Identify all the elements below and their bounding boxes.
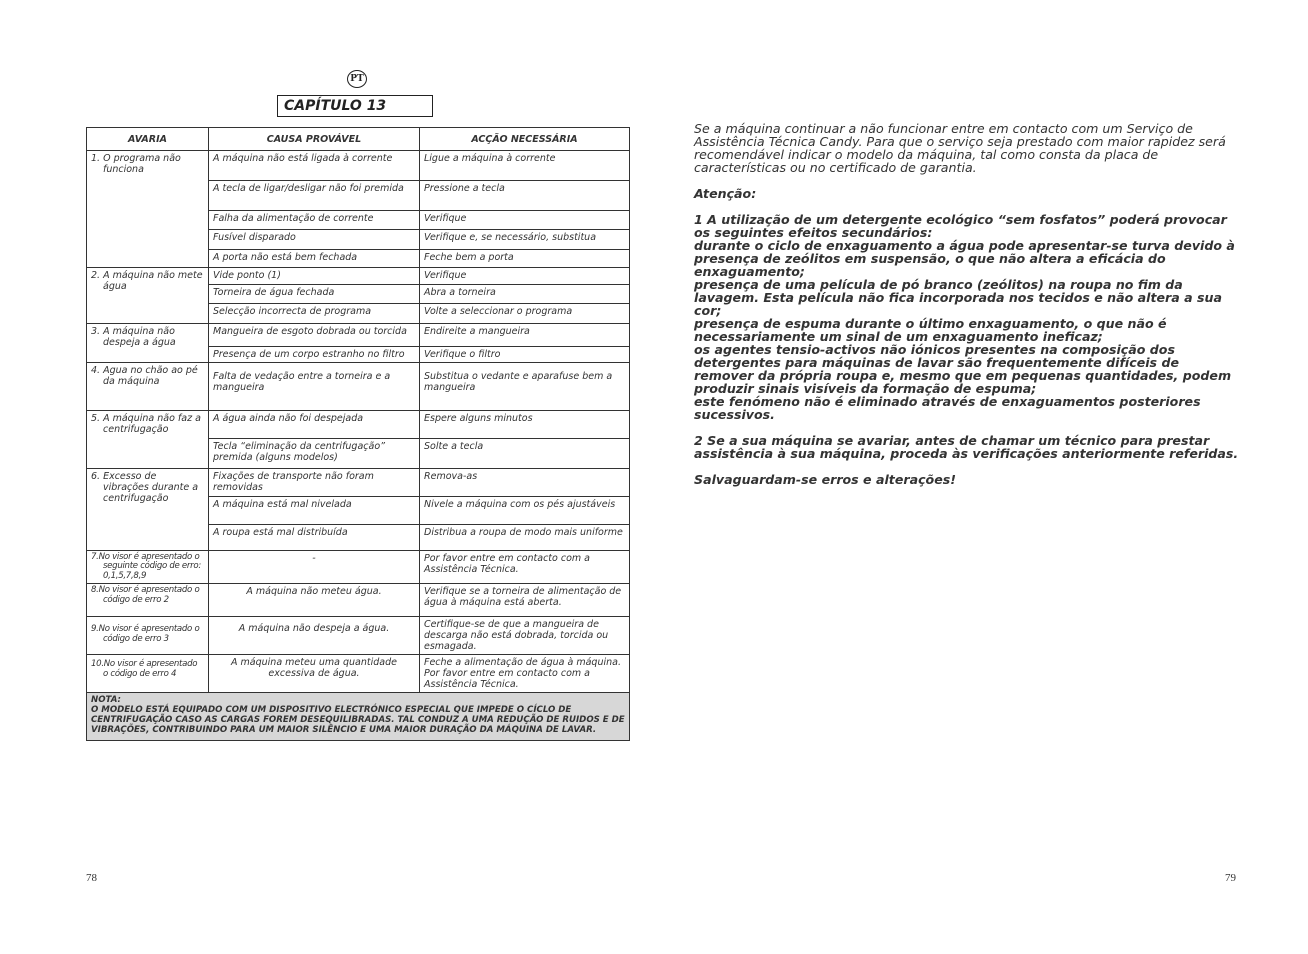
fault-text: 7.No visor é apresentado o seguinte código de erro: 0,1,5,7,8,9	[91, 552, 201, 581]
cause-cell: A máquina não está ligada à corrente	[209, 151, 420, 181]
fault-text: 3. A máquina não despeja a água	[91, 326, 176, 348]
fault-cell	[87, 324, 209, 363]
chapter-title: CAPÍTULO 13	[277, 95, 433, 117]
table-row	[87, 411, 630, 439]
table-row	[87, 584, 630, 617]
action-cell: Nivele a máquina com os pés ajustáveis	[420, 497, 630, 525]
fault-text: 8.No visor é apresentado o código de erro 2	[91, 585, 200, 605]
action-cell: Abra a torneira	[420, 285, 630, 304]
action-cell: Volte a seleccionar o programa	[420, 304, 630, 324]
page-number-right: 79	[1225, 872, 1236, 884]
fault-cell	[87, 268, 209, 324]
cause-cell: A máquina não despeja a água.	[209, 617, 420, 655]
point-1-effect-c: presença de espuma durante o último enxaguamento, o que não é necessariamente um sinal de um enxaguamento ineficaz;	[694, 316, 1167, 344]
table-row	[87, 363, 630, 411]
action-cell: Verifique se a torneira de alimentação de água à máquina está aberta.	[420, 584, 630, 617]
fault-text: 10.No visor é apresentado o código de erro 4	[91, 659, 198, 679]
attention-heading: Atenção:	[694, 186, 757, 201]
action-cell: Verifique e, se necessário, substitua	[420, 230, 630, 250]
fault-cell	[87, 655, 209, 693]
point-2-paragraph: 2 Se a sua máquina se avariar, antes de chamar um técnico para prestar assistência à sua máquina, proceda às verificações anteriormente referidas.	[694, 433, 1239, 461]
troubleshooting-table	[86, 127, 630, 741]
action-cell: Endireite a mangueira	[420, 324, 630, 347]
action-cell: Verifique o filtro	[420, 347, 630, 363]
fault-text: 6. Excesso de vibrações durante a centrifugação	[91, 471, 199, 504]
table-row	[87, 268, 630, 285]
table-row	[87, 655, 630, 693]
header-action: ACÇÃO NECESSÁRIA	[420, 128, 630, 151]
header-cause: CAUSA PROVÁVEL	[209, 128, 420, 151]
fault-cell	[87, 363, 209, 411]
cause-cell: Fusível disparado	[209, 230, 420, 250]
cause-cell: Fixações de transporte não foram removidas	[209, 469, 420, 497]
cause-cell: Vide ponto (1)	[209, 268, 420, 285]
table-row	[87, 151, 630, 181]
action-cell: Certifique-se de que a mangueira de descarga não está dobrada, torcida ou esmagada.	[420, 617, 630, 655]
action-cell: Substitua o vedante e aparafuse bem a mangueira	[420, 363, 630, 411]
point-1-heading: 1 A utilização de um detergente ecológico “sem fosfatos” poderá provocar os seguintes efeitos secundários:	[694, 212, 1227, 240]
language-badge: PT	[347, 70, 367, 88]
header-fault: AVARIA	[87, 128, 209, 151]
action-cell: Por favor entre em contacto com a Assistência Técnica.	[420, 551, 630, 584]
fault-text: 9.No visor é apresentado o código de erro 3	[91, 624, 200, 644]
fault-text: 1. O programa não funciona	[91, 153, 181, 175]
page-number-left: 78	[86, 872, 97, 884]
note-row	[87, 693, 630, 741]
point-1-effect-d: os agentes tensio-activos não iónicos presentes na composição dos detergentes para máquinas de lavar são frequentemente difíceis de remover da própria roupa e, mesmo que em pequenas quantidades, podem produzir sinais visíveis da formação de espuma;	[694, 342, 1232, 396]
fault-text: 5. A máquina não faz a centrifugação	[91, 413, 201, 435]
action-cell: Solte a tecla	[420, 439, 630, 469]
action-cell: Ligue a máquina à corrente	[420, 151, 630, 181]
action-cell: Distribua a roupa de modo mais uniforme	[420, 525, 630, 551]
fault-cell	[87, 151, 209, 268]
action-cell: Verifique	[420, 268, 630, 285]
note-title: NOTA:	[91, 695, 121, 706]
right-column-text	[694, 122, 1240, 486]
cause-cell: Torneira de água fechada	[209, 285, 420, 304]
table-row	[87, 469, 630, 497]
cause-cell: Falha da alimentação de corrente	[209, 211, 420, 230]
cause-cell: A tecla de ligar/desligar não foi premida	[209, 181, 420, 211]
closing-note: Salvaguardam-se erros e alterações!	[694, 472, 956, 487]
table-row	[87, 324, 630, 347]
cause-cell: A máquina não meteu água.	[209, 584, 420, 617]
action-cell: Espere alguns minutos	[420, 411, 630, 439]
fault-text: 2. A máquina não mete água	[91, 270, 203, 292]
action-cell: Verifique	[420, 211, 630, 230]
cause-cell: A roupa está mal distribuída	[209, 525, 420, 551]
table-row	[87, 617, 630, 655]
action-cell: Feche bem a porta	[420, 250, 630, 268]
cause-cell: A máquina meteu uma quantidade excessiva de água.	[209, 655, 420, 693]
note-cell	[87, 693, 630, 741]
fault-cell	[87, 469, 209, 551]
point-1-effect-a: durante o ciclo de enxaguamento a água pode apresentar-se turva devido à presença de zeólitos em suspensão, o que não altera a eficácia do enxaguamento;	[694, 238, 1235, 279]
fault-cell	[87, 551, 209, 584]
cause-cell: Tecla “eliminação da centrifugação” premida (alguns modelos)	[209, 439, 420, 469]
fault-cell	[87, 617, 209, 655]
fault-cell	[87, 411, 209, 469]
cause-cell: Selecção incorrecta de programa	[209, 304, 420, 324]
cause-cell: A máquina está mal nivelada	[209, 497, 420, 525]
table-header-row	[87, 128, 630, 151]
cause-cell: Falta de vedação entre a torneira e a mangueira	[209, 363, 420, 411]
action-cell: Pressione a tecla	[420, 181, 630, 211]
point-1-effect-e: este fenómeno não é eliminado através de enxaguamentos posteriores sucessivos.	[694, 394, 1201, 422]
fault-cell	[87, 584, 209, 617]
action-cell: Remova-as	[420, 469, 630, 497]
table-row	[87, 551, 630, 584]
cause-cell: Mangueira de esgoto dobrada ou torcida	[209, 324, 420, 347]
cause-cell: -	[209, 551, 420, 584]
fault-text: 4. Agua no chão ao pé da máquina	[91, 365, 198, 387]
point-1-effect-b: presença de uma película de pó branco (zeólitos) na roupa no fim da lavagem. Esta película não fica incorporada nos tecidos e não altera a sua cor;	[694, 277, 1222, 318]
cause-cell: A porta não está bem fechada	[209, 250, 420, 268]
cause-cell: A água ainda não foi despejada	[209, 411, 420, 439]
intro-paragraph: Se a máquina continuar a não funcionar entre em contacto com um Serviço de Assistência Técnica Candy. Para que o serviço seja prestado com maior rapidez será recomendável indicar o modelo da máquina, tal como consta da placa de características ou no certificado de garantia.	[694, 121, 1226, 175]
cause-cell: Presença de um corpo estranho no filtro	[209, 347, 420, 363]
note-text: O MODELO ESTÁ EQUIPADO COM UM DISPOSITIVO ELECTRÓNICO ESPECIAL QUE IMPEDE O CÍCLO DE CENTRIFUGAÇÃO CASO AS CARGAS FOREM DESEQUILIBRADAS. TAL CONDUZ A UMA REDUÇÃO DE RUIDOS E DE VIBRAÇÕES, CONTRIBUINDO PARA UM MAIOR SILÊNCIO E UMA MAIOR DURAÇÃO DA MÁQUINA DE LAVAR.	[91, 705, 625, 736]
action-cell: Feche a alimentação de água à máquina. Por favor entre em contacto com a Assistência Técnica.	[420, 655, 630, 693]
